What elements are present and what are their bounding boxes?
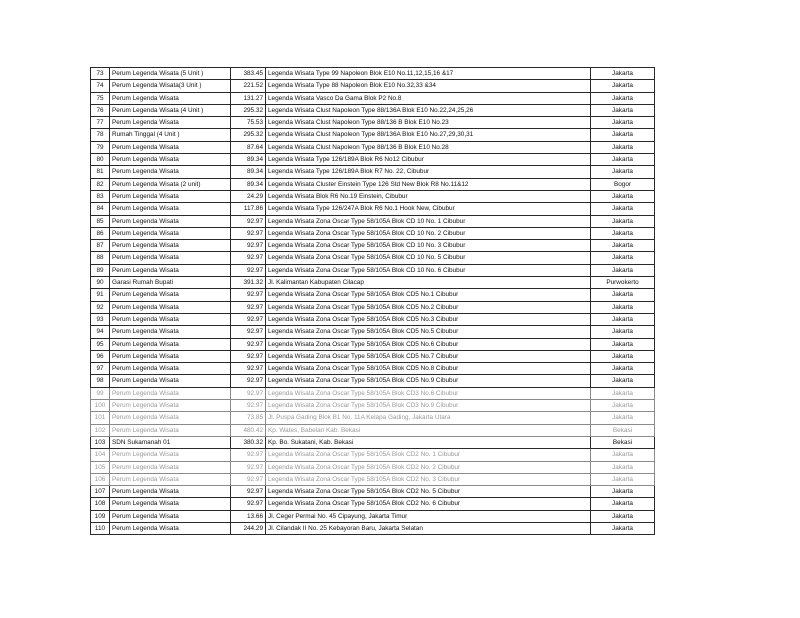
address-cell: Legenda Wisata Clust Napoleon Type 88/136A Blok E10 No.27,29,30,31 (266, 129, 591, 141)
project-name-cell: Garasi Rumah Bupati (110, 277, 231, 289)
city-cell: Jakarta (591, 301, 655, 313)
project-name-cell: Perum Legenda Wisata (110, 338, 231, 350)
table-row (91, 117, 655, 129)
table-row (91, 166, 655, 178)
row-number-cell: 74 (91, 80, 110, 92)
address-cell: Kp. Wates, Babelan Kab. Bekasi (266, 424, 591, 436)
project-name-cell: Perum Legenda Wisata (110, 92, 231, 104)
address-cell: Jl. Ceger Permai No. 45 Cipayung, Jakarta Timur (266, 510, 591, 522)
area-cell: 92.97 (231, 240, 266, 252)
area-cell: 92.97 (231, 264, 266, 276)
address-cell: Legenda Wisata Clust Napoleon Type 88/136 B Blok E10 No.23 (266, 117, 591, 129)
table-row (91, 104, 655, 116)
city-cell: Jakarta (591, 387, 655, 399)
area-cell: 92.97 (231, 498, 266, 510)
area-cell: 92.97 (231, 350, 266, 362)
area-cell: 92.97 (231, 375, 266, 387)
area-cell: 295.32 (231, 104, 266, 116)
row-number-cell: 96 (91, 350, 110, 362)
address-cell: Legenda Wisata Type 126/247A Blok R6 No.1 Hook New, Cibubur (266, 203, 591, 215)
row-number-cell: 89 (91, 264, 110, 276)
area-cell: 380.32 (231, 436, 266, 448)
table-row (91, 522, 655, 534)
project-name-cell: Perum Legenda Wisata (110, 350, 231, 362)
table-row (91, 178, 655, 190)
table-body (91, 68, 655, 535)
table-row (91, 400, 655, 412)
table-row (91, 289, 655, 301)
address-cell: Legenda Wisata Zona Oscar Type 58/105A Blok CD2 No. 6 Cibubur (266, 498, 591, 510)
area-cell: 92.97 (231, 301, 266, 313)
address-cell: Jl. Kalimantan Kabupaten Cilacap (266, 277, 591, 289)
address-cell: Legenda Wisata Zona Oscar Type 58/105A Blok CD2 No. 2 Cibubur (266, 461, 591, 473)
project-name-cell: Perum Legenda Wisata (110, 522, 231, 534)
city-cell: Jakarta (591, 289, 655, 301)
area-cell: 383.45 (231, 68, 266, 80)
area-cell: 480.42 (231, 424, 266, 436)
table-row (91, 449, 655, 461)
area-cell: 24.29 (231, 190, 266, 202)
project-name-cell: Perum Legenda Wisata(3 Unit ) (110, 80, 231, 92)
row-number-cell: 81 (91, 166, 110, 178)
area-cell: 92.97 (231, 326, 266, 338)
area-cell: 391.32 (231, 277, 266, 289)
project-name-cell: Perum Legenda Wisata (5 Unit ) (110, 68, 231, 80)
row-number-cell: 75 (91, 92, 110, 104)
project-name-cell: Perum Legenda Wisata (110, 375, 231, 387)
area-cell: 131.27 (231, 92, 266, 104)
address-cell: Legenda Wisata Type 88 Napoleon Blok E10 No.32,33 &34 (266, 80, 591, 92)
city-cell: Jakarta (591, 522, 655, 534)
address-cell: Legenda Wisata Zona Oscar Type 58/105A Blok CD5 No.7 Cibubur (266, 350, 591, 362)
city-cell: Jakarta (591, 166, 655, 178)
area-cell: 75.53 (231, 117, 266, 129)
row-number-cell: 87 (91, 240, 110, 252)
city-cell: Jakarta (591, 215, 655, 227)
address-cell: Legenda Wisata Clust Napoleon Type 88/136 B Blok E10 No.28 (266, 141, 591, 153)
table-row (91, 313, 655, 325)
area-cell: 92.97 (231, 227, 266, 239)
address-cell: Legenda Wisata Zona Oscar Type 58/105A Blok CD 10 No. 6 Cibubur (266, 264, 591, 276)
row-number-cell: 90 (91, 277, 110, 289)
city-cell: Jakarta (591, 227, 655, 239)
city-cell: Jakarta (591, 240, 655, 252)
address-cell: Legenda Wisata Blok R6 No.19 Einstein, Cibubur (266, 190, 591, 202)
area-cell: 92.97 (231, 387, 266, 399)
project-name-cell: Perum Legenda Wisata (110, 166, 231, 178)
row-number-cell: 105 (91, 461, 110, 473)
city-cell: Bogor (591, 178, 655, 190)
row-number-cell: 107 (91, 486, 110, 498)
table-row (91, 461, 655, 473)
city-cell: Jakarta (591, 461, 655, 473)
area-cell: 92.97 (231, 486, 266, 498)
project-name-cell: Perum Legenda Wisata (110, 190, 231, 202)
row-number-cell: 83 (91, 190, 110, 202)
row-number-cell: 78 (91, 129, 110, 141)
row-number-cell: 108 (91, 498, 110, 510)
row-number-cell: 94 (91, 326, 110, 338)
area-cell: 92.97 (231, 449, 266, 461)
table-row (91, 436, 655, 448)
area-cell: 73.85 (231, 412, 266, 424)
address-cell: Legenda Wisata Zona Oscar Type 58/105A Blok CD5 No.2 Cibubur (266, 301, 591, 313)
row-number-cell: 109 (91, 510, 110, 522)
city-cell: Jakarta (591, 510, 655, 522)
city-cell: Jakarta (591, 363, 655, 375)
project-name-cell: Perum Legenda Wisata (110, 510, 231, 522)
address-cell: Legenda Wisata Zona Oscar Type 58/105A Blok CD3 No.9 Cibubur (266, 400, 591, 412)
address-cell: Legenda Wisata Type 99 Napoleon Blok E10 No.11,12,15,16 &17 (266, 68, 591, 80)
table-row (91, 375, 655, 387)
city-cell: Jakarta (591, 326, 655, 338)
row-number-cell: 100 (91, 400, 110, 412)
table-row (91, 387, 655, 399)
project-name-cell: Perum Legenda Wisata (4 Unit ) (110, 104, 231, 116)
project-name-cell: Perum Legenda Wisata (110, 252, 231, 264)
city-cell: Jakarta (591, 154, 655, 166)
city-cell: Jakarta (591, 141, 655, 153)
address-cell: Legenda Wisata Zona Oscar Type 58/105A Blok CD5 No.3 Cibubur (266, 313, 591, 325)
row-number-cell: 82 (91, 178, 110, 190)
address-cell: Jl. Cilandak II No. 25 Kebayoran Baru, Jakarta Selatan (266, 522, 591, 534)
table-row (91, 203, 655, 215)
area-cell: 92.97 (231, 461, 266, 473)
address-cell: Legenda Wisata Zona Oscar Type 58/105A Blok CD5 No.6 Cibubur (266, 338, 591, 350)
table-row (91, 301, 655, 313)
row-number-cell: 86 (91, 227, 110, 239)
city-cell: Jakarta (591, 68, 655, 80)
area-cell: 92.97 (231, 473, 266, 485)
city-cell: Jakarta (591, 338, 655, 350)
city-cell: Jakarta (591, 104, 655, 116)
address-cell: Legenda Wisata Zona Oscar Type 58/105A Blok CD 10 No. 1 Cibubur (266, 215, 591, 227)
project-name-cell: Perum Legenda Wisata (110, 154, 231, 166)
table-row (91, 190, 655, 202)
area-cell: 92.97 (231, 363, 266, 375)
city-cell: Bekasi (591, 424, 655, 436)
address-cell: Legenda Wisata Type 126/189A Blok R6 No12 Cibubur (266, 154, 591, 166)
row-number-cell: 85 (91, 215, 110, 227)
row-number-cell: 97 (91, 363, 110, 375)
table-row (91, 486, 655, 498)
city-cell: Jakarta (591, 375, 655, 387)
row-number-cell: 99 (91, 387, 110, 399)
row-number-cell: 88 (91, 252, 110, 264)
area-cell: 87.64 (231, 141, 266, 153)
row-number-cell: 93 (91, 313, 110, 325)
city-cell: Bekasi (591, 436, 655, 448)
city-cell: Jakarta (591, 80, 655, 92)
project-name-cell: Perum Legenda Wisata (110, 424, 231, 436)
address-cell: Legenda Wisata Zona Oscar Type 58/105A Blok CD5 No.5 Cibubur (266, 326, 591, 338)
area-cell: 89.34 (231, 154, 266, 166)
row-number-cell: 79 (91, 141, 110, 153)
project-name-cell: Perum Legenda Wisata (110, 387, 231, 399)
project-name-cell: Perum Legenda Wisata (110, 117, 231, 129)
city-cell: Jakarta (591, 486, 655, 498)
address-cell: Legenda Wisata Zona Oscar Type 58/105A Blok CD5 No.8 Cibubur (266, 363, 591, 375)
area-cell: 92.97 (231, 400, 266, 412)
city-cell: Jakarta (591, 264, 655, 276)
table-row (91, 141, 655, 153)
table-row (91, 498, 655, 510)
address-cell: Legenda Wisata Zona Oscar Type 58/105A Blok CD 10 No. 3 Cibubur (266, 240, 591, 252)
row-number-cell: 77 (91, 117, 110, 129)
city-cell: Jakarta (591, 473, 655, 485)
city-cell: Jakarta (591, 400, 655, 412)
area-cell: 13.66 (231, 510, 266, 522)
table-row (91, 473, 655, 485)
project-name-cell: Perum Legenda Wisata (2 unit) (110, 178, 231, 190)
row-number-cell: 110 (91, 522, 110, 534)
row-number-cell: 95 (91, 338, 110, 350)
address-cell: Legenda Wisata Zona Oscar Type 58/105A Blok CD 10 No. 5 Cibubur (266, 252, 591, 264)
city-cell: Jakarta (591, 350, 655, 362)
area-cell: 92.97 (231, 289, 266, 301)
city-cell: Jakarta (591, 498, 655, 510)
row-number-cell: 101 (91, 412, 110, 424)
area-cell: 92.97 (231, 252, 266, 264)
row-number-cell: 102 (91, 424, 110, 436)
address-cell: Legenda Wisata Vasco Da Gama Blok P2 No.8 (266, 92, 591, 104)
project-name-cell: Perum Legenda Wisata (110, 412, 231, 424)
table-row (91, 424, 655, 436)
project-name-cell: SDN Sukamanah 01 (110, 436, 231, 448)
table-row (91, 227, 655, 239)
area-cell: 92.97 (231, 215, 266, 227)
area-cell: 221.52 (231, 80, 266, 92)
city-cell: Jakarta (591, 117, 655, 129)
address-cell: Legenda Wisata Clust Napoleon Type 88/136A Blok E10 No.22,24,25,26 (266, 104, 591, 116)
address-cell: Legenda Wisata Zona Oscar Type 58/105A Blok CD2 No. 5 Cibubur (266, 486, 591, 498)
table-row (91, 350, 655, 362)
city-cell: Jakarta (591, 412, 655, 424)
city-cell: Jakarta (591, 190, 655, 202)
address-cell: Legenda Wisata Zona Oscar Type 58/105A Blok CD5 No.9 Cibubur (266, 375, 591, 387)
city-cell: Jakarta (591, 449, 655, 461)
address-cell: Legenda Wisata Zona Oscar Type 58/105A Blok CD3 No.6 Cibubur (266, 387, 591, 399)
project-name-cell: Perum Legenda Wisata (110, 313, 231, 325)
project-name-cell: Perum Legenda Wisata (110, 203, 231, 215)
table-row (91, 80, 655, 92)
area-cell: 89.34 (231, 178, 266, 190)
project-name-cell: Perum Legenda Wisata (110, 473, 231, 485)
table-row (91, 240, 655, 252)
project-name-cell: Perum Legenda Wisata (110, 227, 231, 239)
project-name-cell: Perum Legenda Wisata (110, 486, 231, 498)
address-cell: Legenda Wisata Zona Oscar Type 58/105A Blok CD2 No. 1 Cibubur (266, 449, 591, 461)
project-name-cell: Perum Legenda Wisata (110, 400, 231, 412)
row-number-cell: 104 (91, 449, 110, 461)
project-name-cell: Perum Legenda Wisata (110, 264, 231, 276)
address-cell: Jl. Puspa Gading Blok B1 No. 11A Kelapa Gading, Jakarta Utara (266, 412, 591, 424)
table-row (91, 129, 655, 141)
table-row (91, 412, 655, 424)
table-row (91, 215, 655, 227)
table-row (91, 510, 655, 522)
row-number-cell: 76 (91, 104, 110, 116)
project-name-cell: Perum Legenda Wisata (110, 289, 231, 301)
city-cell: Jakarta (591, 313, 655, 325)
row-number-cell: 84 (91, 203, 110, 215)
project-name-cell: Perum Legenda Wisata (110, 326, 231, 338)
table-row (91, 68, 655, 80)
table-row (91, 326, 655, 338)
row-number-cell: 92 (91, 301, 110, 313)
area-cell: 295.32 (231, 129, 266, 141)
address-cell: Legenda Wisata Zona Oscar Type 58/105A Blok CD2 No. 3 Cibubur (266, 473, 591, 485)
address-cell: Legenda Wisata Zona Oscar Type 58/105A Blok CD 10 No. 2 Cibubur (266, 227, 591, 239)
address-cell: Legenda Wisata Zona Oscar Type 58/105A Blok CD5 No.1 Cibubur (266, 289, 591, 301)
table-row (91, 338, 655, 350)
project-name-cell: Perum Legenda Wisata (110, 363, 231, 375)
area-cell: 117.86 (231, 203, 266, 215)
project-name-cell: Perum Legenda Wisata (110, 240, 231, 252)
table-row (91, 363, 655, 375)
area-cell: 92.97 (231, 338, 266, 350)
row-number-cell: 106 (91, 473, 110, 485)
city-cell: Jakarta (591, 203, 655, 215)
area-cell: 244.29 (231, 522, 266, 534)
project-list-table (90, 67, 655, 535)
address-cell: Kp. Bo. Sukatani, Kab. Bekasi (266, 436, 591, 448)
area-cell: 89.34 (231, 166, 266, 178)
row-number-cell: 91 (91, 289, 110, 301)
city-cell: Jakarta (591, 129, 655, 141)
address-cell: Legenda Wisata Type 126/189A Blok R7 No. 22, Cibubur (266, 166, 591, 178)
project-name-cell: Perum Legenda Wisata (110, 498, 231, 510)
table-row (91, 154, 655, 166)
project-name-cell: Perum Legenda Wisata (110, 301, 231, 313)
project-name-cell: Rumah Tinggal (4 Unit ) (110, 129, 231, 141)
city-cell: Jakarta (591, 252, 655, 264)
row-number-cell: 103 (91, 436, 110, 448)
address-cell: Legenda Wisata Cluster Einstein Type 126 Std New Blok R8 No.11&12 (266, 178, 591, 190)
table-row (91, 252, 655, 264)
city-cell: Jakarta (591, 92, 655, 104)
project-name-cell: Perum Legenda Wisata (110, 215, 231, 227)
project-name-cell: Perum Legenda Wisata (110, 449, 231, 461)
project-name-cell: Perum Legenda Wisata (110, 141, 231, 153)
row-number-cell: 80 (91, 154, 110, 166)
row-number-cell: 98 (91, 375, 110, 387)
table-row (91, 277, 655, 289)
project-name-cell: Perum Legenda Wisata (110, 461, 231, 473)
city-cell: Purwokerto (591, 277, 655, 289)
area-cell: 92.97 (231, 313, 266, 325)
table-row (91, 92, 655, 104)
row-number-cell: 73 (91, 68, 110, 80)
table-row (91, 264, 655, 276)
